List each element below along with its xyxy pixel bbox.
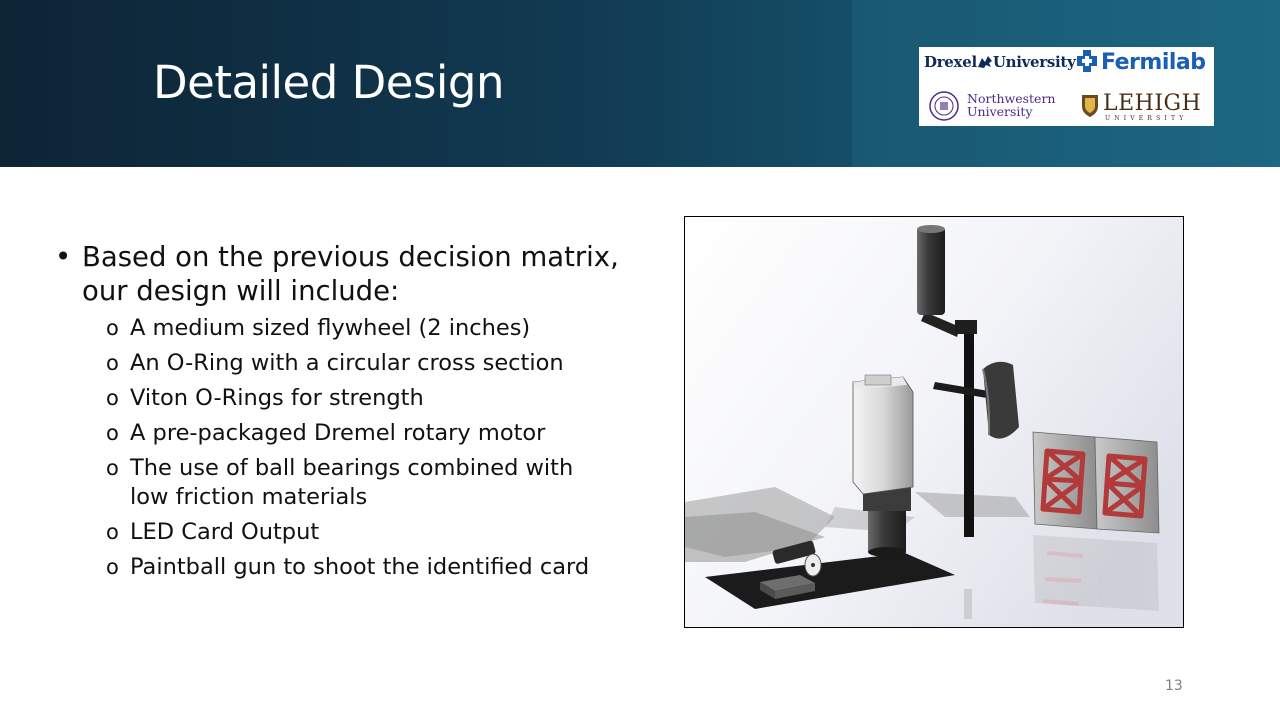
fermilab-text: Fermilab: [1101, 50, 1206, 75]
cad-render-figure: [684, 216, 1184, 628]
sub-bullet-led: [55, 518, 655, 547]
lehigh-shield-icon: [1081, 94, 1099, 118]
bullet-list: [55, 240, 655, 582]
bullet-marker: •: [55, 241, 72, 273]
sub-marker: o: [106, 421, 119, 445]
partner-logos: [919, 47, 1214, 126]
sub-marker: o: [106, 456, 119, 480]
sub-bullet-text: Viton O-Rings for strength: [130, 385, 424, 411]
slide-title: Detailed Design: [153, 56, 504, 109]
sub-bullet-bearings: [55, 454, 655, 512]
main-bullet: [55, 240, 655, 308]
sub-bullet-viton: [55, 384, 655, 413]
drexel-university-text: University: [992, 53, 1076, 71]
sub-bullet-text: The use of ball bearings combined with: [130, 455, 574, 481]
main-bullet-line-2: our design will include:: [82, 275, 400, 307]
sub-marker: o: [106, 351, 119, 375]
sub-bullet-oring: [55, 349, 655, 378]
sub-bullet-text: An O-Ring with a circular cross section: [130, 350, 564, 376]
sub-bullet-text: LED Card Output: [130, 519, 320, 545]
sub-marker: o: [106, 555, 119, 579]
lehigh-text: LEHIGH: [1103, 91, 1202, 116]
sub-bullet-paintball: [55, 553, 655, 582]
cad-render-image: [685, 217, 1183, 627]
sub-marker: o: [106, 316, 119, 340]
drexel-logo: [924, 53, 1075, 71]
sub-bullet-dremel: [55, 419, 655, 448]
fermilab-logo: [1075, 49, 1206, 75]
lehigh-university-text: UNIVERSITY: [1105, 115, 1188, 122]
fermilab-mark-icon: [1075, 49, 1099, 73]
northwestern-text: Northwestern: [967, 91, 1056, 106]
drexel-text: Drexel: [924, 53, 977, 71]
page-number: 13: [1165, 678, 1183, 694]
main-bullet-line-1: Based on the previous decision matrix,: [82, 241, 619, 273]
sub-bullet-text: A pre-packaged Dremel rotary motor: [130, 420, 546, 446]
sub-bullet-text: A medium sized flywheel (2 inches): [130, 315, 531, 341]
drexel-dragon-icon: [977, 55, 993, 69]
sub-bullet-text: Paintball gun to shoot the identified card: [130, 554, 590, 580]
sub-bullet-text-continued: low friction materials: [130, 484, 368, 510]
sub-marker: o: [106, 520, 119, 544]
sub-bullet-flywheel: [55, 314, 655, 343]
northwestern-seal-icon: [929, 91, 959, 121]
northwestern-university-text: University: [967, 104, 1033, 119]
sub-marker: o: [106, 386, 119, 410]
